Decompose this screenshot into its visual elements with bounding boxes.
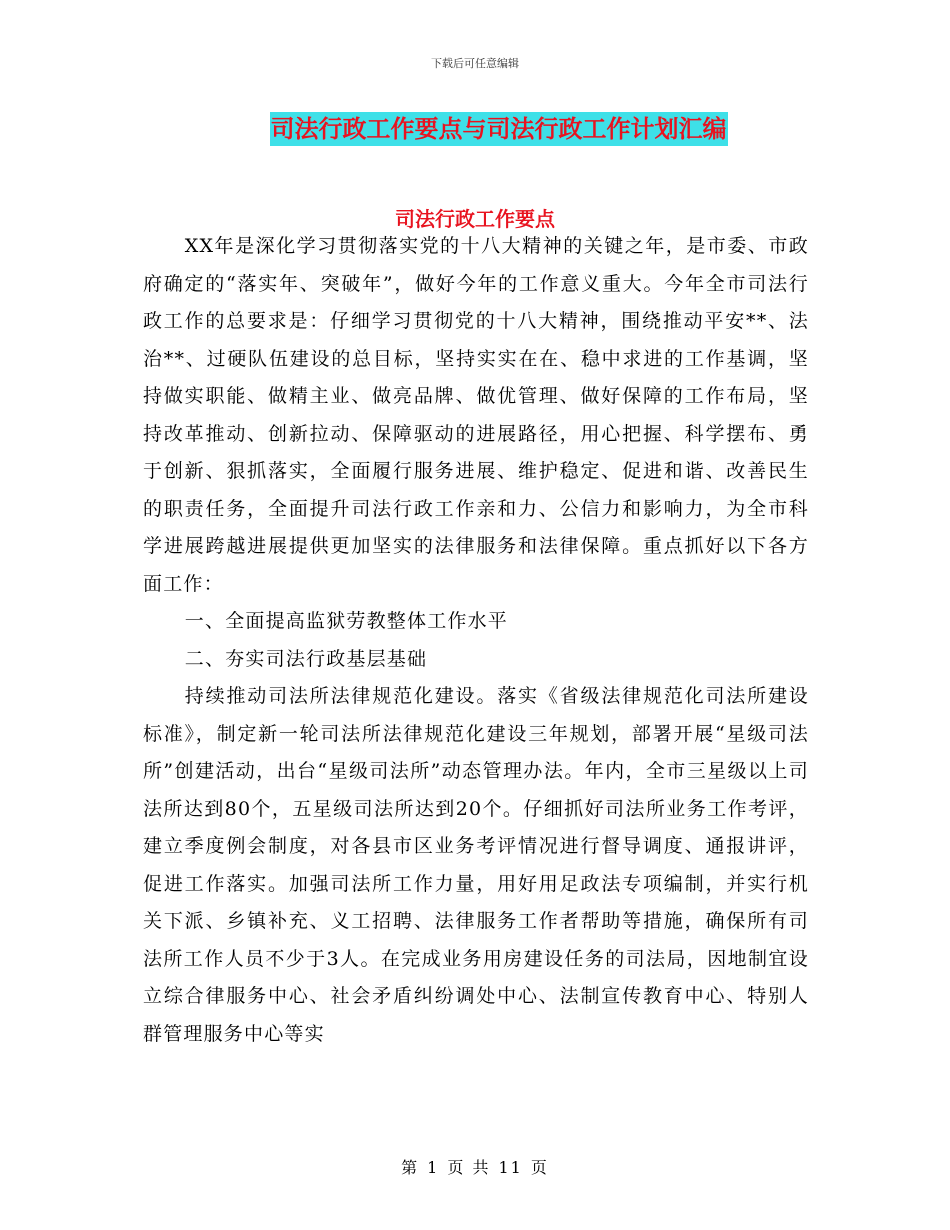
footer-prefix: 第 [401, 1158, 420, 1177]
footer-suffix: 页 [530, 1158, 549, 1177]
document-title-wrapper [0, 112, 950, 146]
document-title: 司法行政工作要点与司法行政工作计划汇编 [270, 112, 728, 146]
footer-total-pages: 11 [498, 1158, 523, 1177]
paragraph-heading-1: 一、全面提高监狱劳教整体工作水平 [184, 610, 508, 632]
section-title: 司法行政工作要点 [395, 207, 555, 231]
header-note: 下载后可任意编辑 [431, 57, 519, 70]
body-text [143, 228, 809, 1053]
page-footer [0, 1155, 950, 1178]
footer-page-number: 1 [427, 1158, 440, 1177]
paragraph-intro: XX年是深化学习贯彻落实党的十八大精神的关键之年，是市委、市政府确定的“落实年、突破年”，做好今年的工作意义重大。今年全市司法行政工作的总要求是：仔细学习贯彻党的十八大精神，围绕推动平安**、法治**、过硬队伍建设的总目标，坚持实实在在、稳中求进的工作基调，坚持做实职能、做精主业、做亮品牌、做优管理、做好保障的工作布局，坚持改革推动、创新拉动、保障驱动的进展路径，用心把握、科学摆布、勇于创新、狠抓落实，全面履行服务进展、维护稳定、促进和谐、改善民生的职责任务，全面提升司法行政工作亲和力、公信力和影响力，为全市科学进展跨越进展提供更加坚实的法律服务和法律保障。重点抓好以下各方面工作： [143, 235, 809, 595]
footer-middle: 页 共 [447, 1158, 491, 1177]
paragraph-body: 持续推动司法所法律规范化建设。落实《省级法律规范化司法所建设标准》，制定新一轮司法所法律规范化建设三年规划，部署开展“星级司法所”创建活动，出台“星级司法所”动态管理办法。年内，全市三星级以上司法所达到80个，五星级司法所达到20个。仔细抓好司法所业务工作考评，建立季度例会制度，对各县市区业务考评情况进行督导调度、通报讲评，促进工作落实。加强司法所工作力量，用好用足政法专项编制，并实行机关下派、乡镇补充、义工招聘、法律服务工作者帮助等措施，确保所有司法所工作人员不少于3人。在完成业务用房建设任务的司法局，因地制宜设立综合律服务中心、社会矛盾纠纷调处中心、法制宣传教育中心、特别人群管理服务中心等实 [143, 685, 809, 1045]
paragraph-heading-2: 二、夯实司法行政基层基础 [184, 647, 428, 670]
